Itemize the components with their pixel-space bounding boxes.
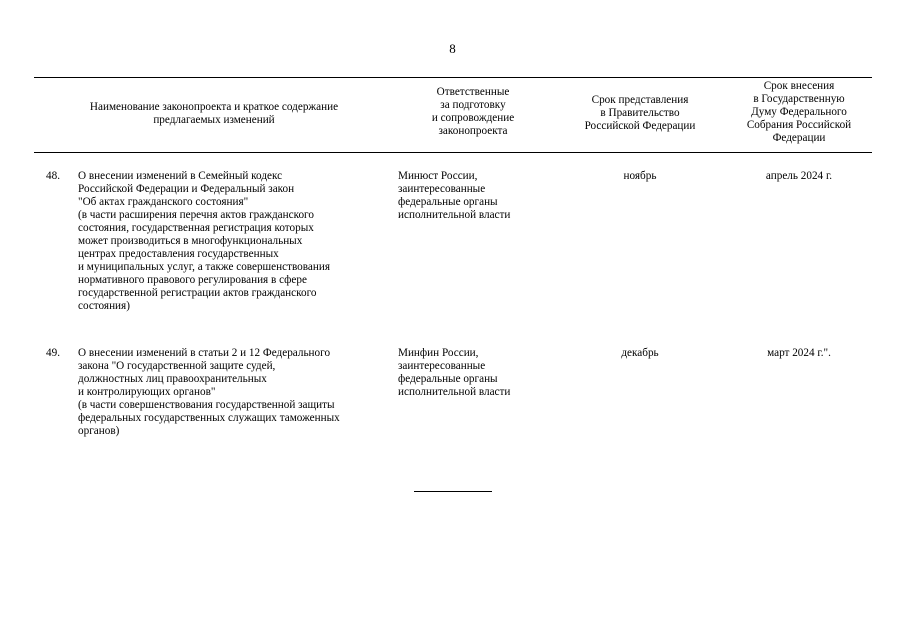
row-bill-name-line: (в части совершенствования государственной защиты [78, 399, 335, 411]
row-bill-name-line: О внесении изменений в статьи 2 и 12 Федерального [78, 347, 331, 359]
row-number: 49. [46, 347, 60, 359]
row-bill-name-line: и контролирующих органов" [78, 386, 216, 398]
row-responsible-line: федеральные органы [398, 373, 498, 385]
row-responsible [398, 347, 558, 399]
row-bill-name-line: (в части расширения перечня актов гражданского [78, 209, 314, 221]
row-bill-name-line: нормативного правового регулирования в сфере [78, 274, 307, 286]
row-responsible-line: заинтересованные [398, 183, 486, 195]
row-submission-gov: декабрь [621, 347, 659, 359]
row-bill-name-line: государственной регистрации актов гражданского [78, 287, 317, 299]
end-rule [414, 491, 492, 492]
row-responsible-line: исполнительной власти [398, 386, 511, 398]
row-bill-name-line: О внесении изменений в Семейный кодекс [78, 170, 283, 182]
header-submission-gov-line: Срок представления [591, 94, 689, 106]
page-number: 8 [449, 41, 456, 56]
row-bill-name-line: состояния) [78, 300, 130, 312]
header-submission-gov [560, 94, 720, 133]
row-bill-name-line: закона "О государственной защите судей, [78, 360, 276, 372]
header-submission-duma-line: Федерации [772, 132, 826, 144]
row-bill-name [78, 170, 396, 313]
table-top-border [34, 77, 872, 78]
header-responsible-line: Ответственные [436, 86, 510, 98]
row-submission-duma: март 2024 г.". [767, 347, 831, 359]
row-bill-name [78, 347, 396, 438]
row-bill-name-line: Российской Федерации и Федеральный закон [78, 183, 295, 195]
row-submission-duma: апрель 2024 г. [765, 170, 833, 182]
header-submission-gov-line: Российской Федерации [584, 120, 696, 132]
header-submission-duma-line: Собрания Российской [746, 119, 852, 131]
row-bill-name-line: органов) [78, 425, 120, 437]
header-submission-duma-line: в Государственную [753, 93, 845, 105]
header-submission-gov-line: в Правительство [600, 107, 680, 119]
row-responsible-line: Минюст России, [398, 170, 478, 182]
row-responsible [398, 170, 558, 222]
table-header-border [34, 152, 872, 153]
row-bill-name-line: должностных лиц правоохранительных [78, 373, 267, 385]
header-responsible-line: и сопровождение [431, 112, 515, 124]
row-bill-name-line: и муниципальных услуг, а также совершенствования [78, 261, 331, 273]
header-name-line: Наименование законопроекта и краткое содержание [89, 101, 339, 113]
row-number: 48. [46, 170, 60, 182]
row-responsible-line: Минфин России, [398, 347, 479, 359]
header-submission-duma [726, 80, 872, 145]
row-bill-name-line: центрах предоставления государственных [78, 248, 279, 260]
header-name [34, 101, 394, 127]
row-bill-name-line: может производиться в многофункциональных [78, 235, 303, 247]
header-responsible-line: за подготовку [440, 99, 506, 111]
header-submission-duma-line: Срок внесения [763, 80, 835, 92]
row-responsible-line: заинтересованные [398, 360, 486, 372]
header-responsible [398, 86, 548, 138]
row-responsible-line: исполнительной власти [398, 209, 511, 221]
row-submission-gov: ноябрь [623, 170, 657, 182]
row-responsible-line: федеральные органы [398, 196, 498, 208]
header-submission-duma-line: Думу Федерального [751, 106, 847, 118]
header-name-line: предлагаемых изменений [153, 114, 275, 126]
row-bill-name-line: состояния, государственная регистрация которых [78, 222, 314, 234]
row-bill-name-line: федеральных государственных служащих таможенных [78, 412, 340, 424]
row-bill-name-line: "Об актах гражданского состояния" [78, 196, 249, 208]
header-responsible-line: законопроекта [438, 125, 508, 137]
